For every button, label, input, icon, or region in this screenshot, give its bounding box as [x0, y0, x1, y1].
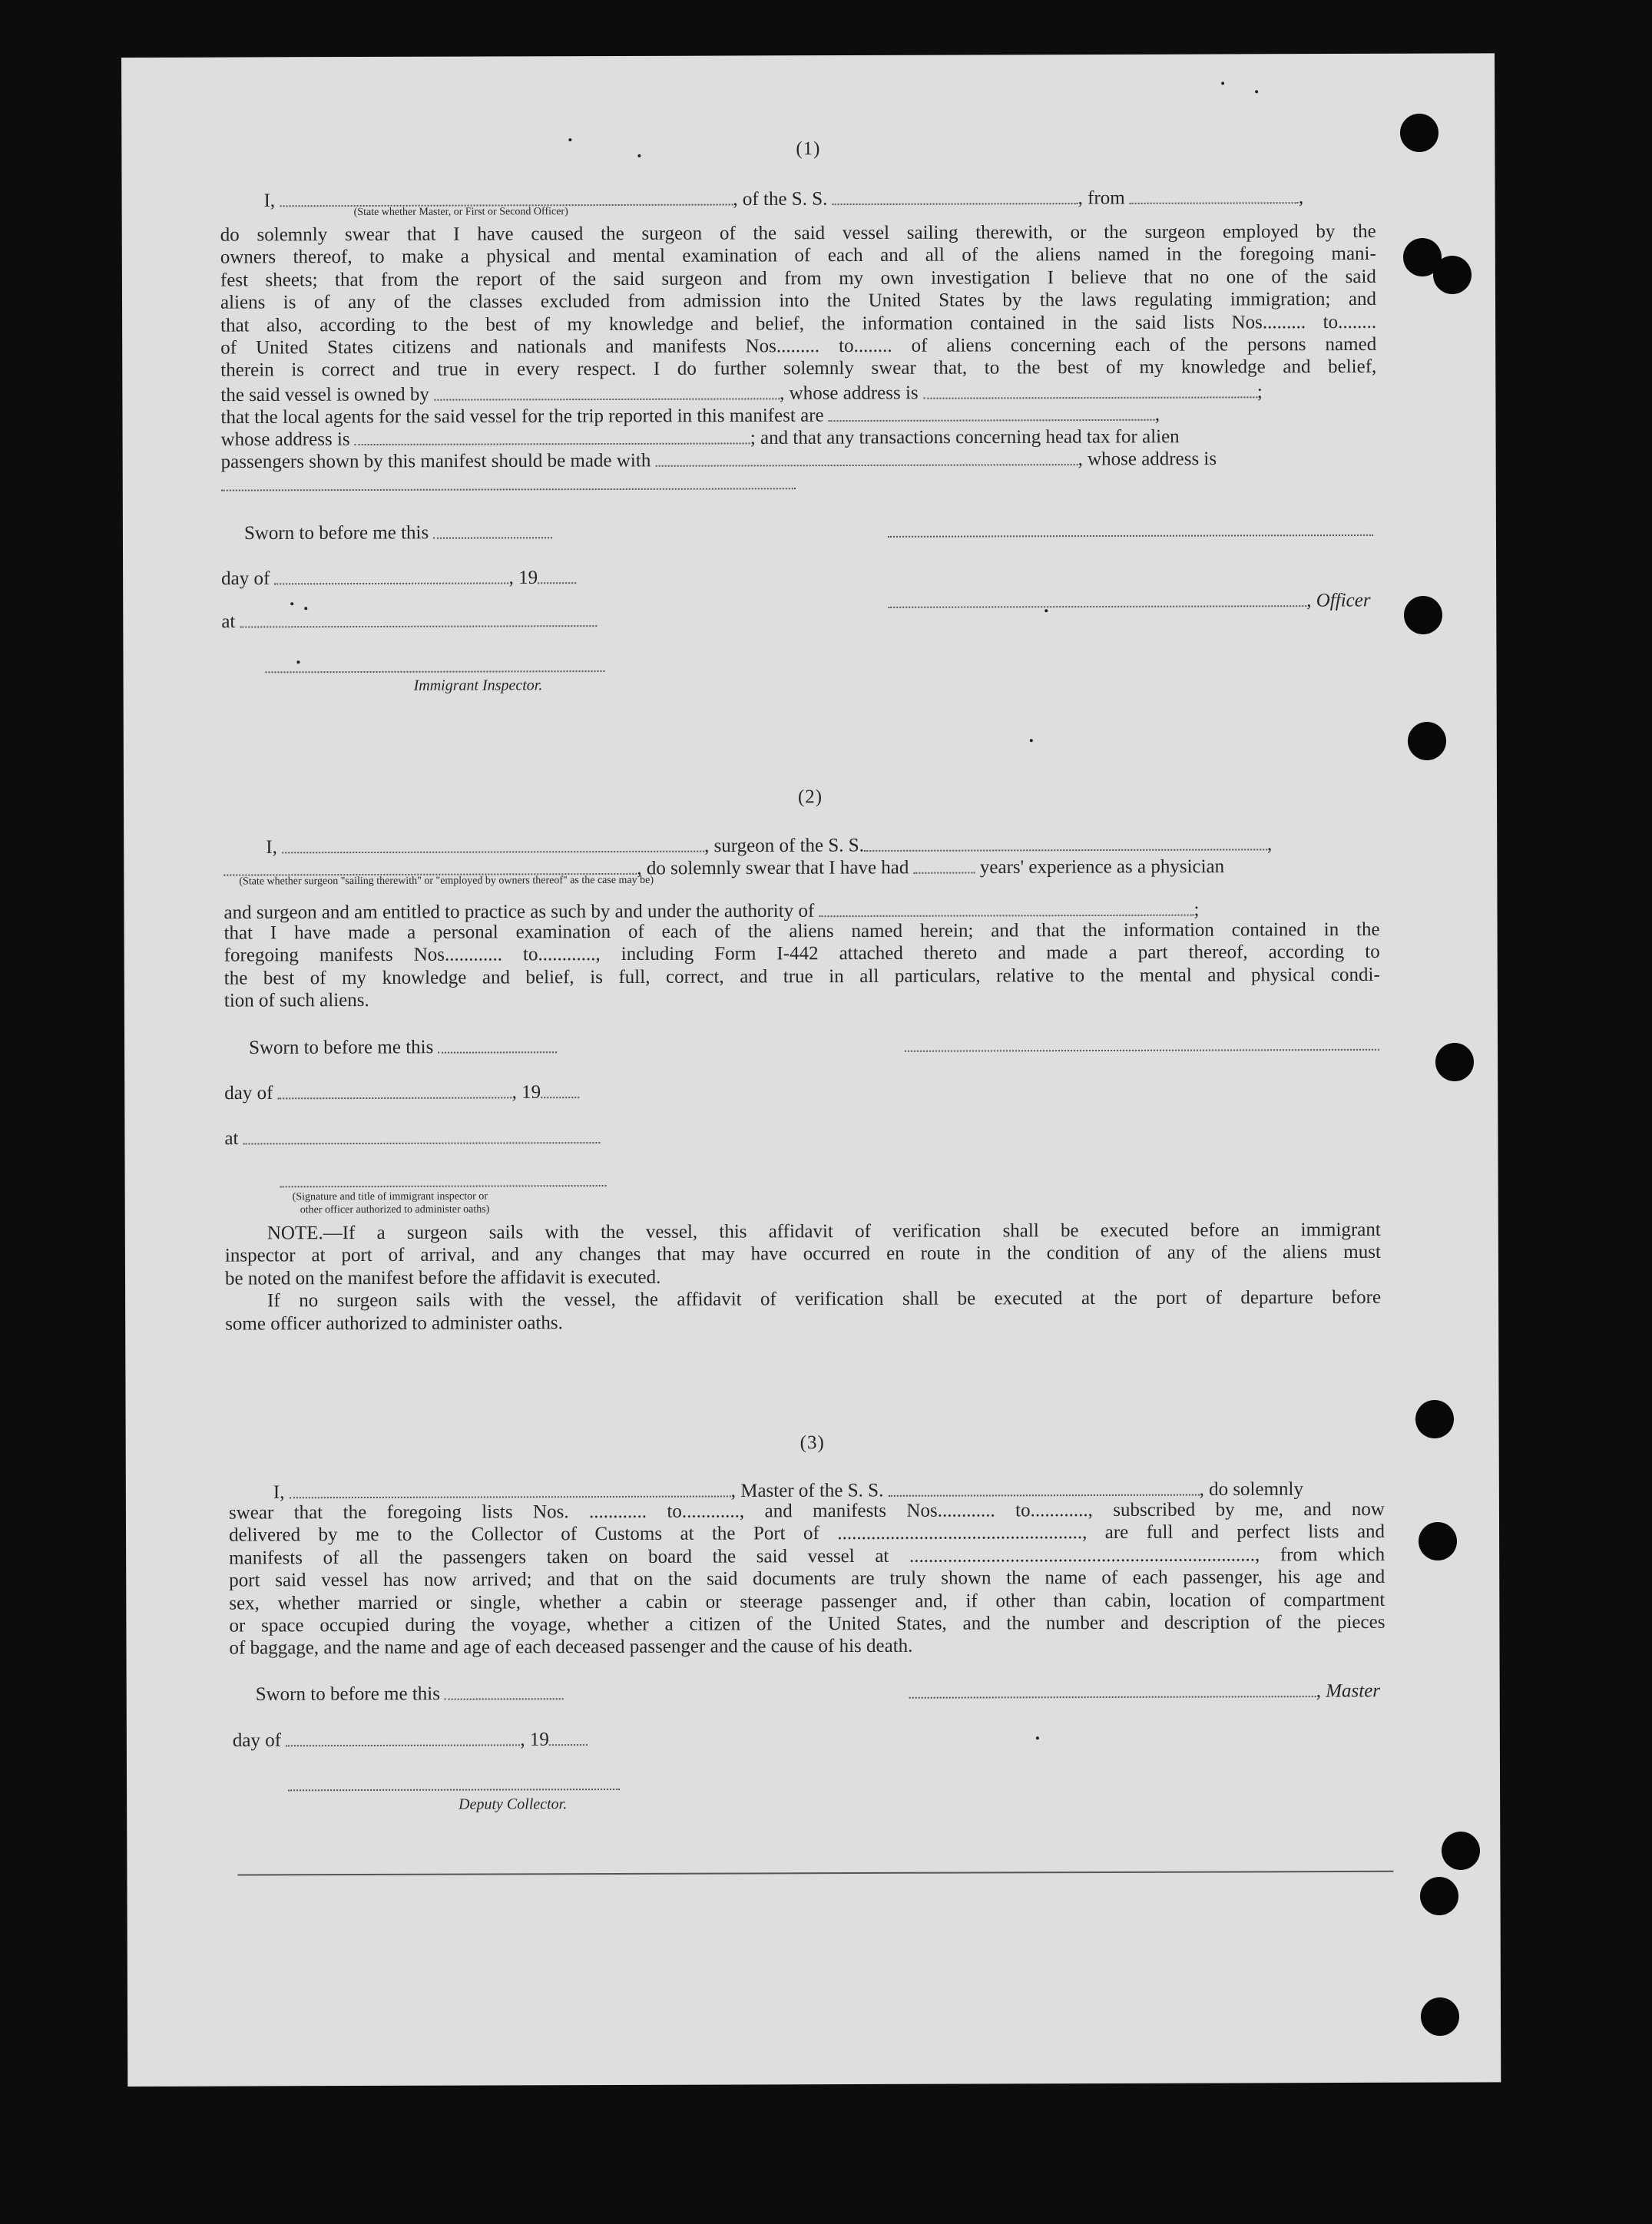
s1-owner-blank[interactable] [434, 380, 780, 400]
s1-officer-caption: (State whether Master, or First or Second Officer) [353, 206, 568, 219]
dust-speck [296, 660, 300, 664]
s1-address-label: , whose address is [780, 382, 919, 404]
s1-agents-label: that the local agents for the said vessel for the trip reported in this manifest are [220, 405, 824, 429]
punch-hole [1433, 256, 1472, 294]
s1-agents-line: that the local agents for the said vessel for the trip reported in this manifest are , [220, 402, 1160, 429]
s2-authority-label: and surgeon and am entitled to practice as such by and under the authority of [223, 900, 815, 924]
s3-year-blank[interactable] [549, 1726, 588, 1746]
s1-whose-address-label: whose address is [220, 429, 350, 451]
s3-day-line [233, 1726, 588, 1752]
section-3-number: (3) [800, 1432, 825, 1454]
s1-row: owners thereof, to make a physical and mental examination of each and all of the aliens named in the foregoing mani- [220, 243, 1376, 269]
s1-oath-paragraph [220, 220, 1377, 382]
s3-row: or space occupied during the voyage, whether a citizen of the United States, and the number and description of the pieces [229, 1611, 1385, 1637]
s1-day-line [221, 564, 576, 590]
s2-at-line [224, 1124, 600, 1150]
punch-hole [1404, 596, 1442, 634]
s1-day-blank[interactable] [275, 564, 509, 584]
s2-signature-blank[interactable] [905, 1049, 1379, 1052]
s3-row: sex, whether married or single, whether a cabin or steerage passenger and, if other than cabin, location of compartment [229, 1589, 1385, 1614]
s1-at-blank[interactable] [240, 607, 598, 627]
dust-speck [637, 154, 641, 157]
s2-inspector-signature-blank[interactable] [280, 1185, 607, 1187]
s1-row: fest sheets; that from the report of the said surgeon and from my own investigation I believe that no one of the said [220, 266, 1376, 291]
s3-row: swear that the foregoing lists Nos. ............ to............, and manifests Nos............ to............, subscribed by me, and now [228, 1498, 1385, 1524]
s2-authority-line: and surgeon and am entitled to practice as such by and under the authority of ; [223, 897, 1199, 924]
s2-caption: (State whether surgeon "sailing therewith" or "employed by owners thereof" as the case may be) [239, 874, 654, 888]
s1-address-continuation-blank[interactable] [221, 488, 796, 491]
s1-sworn-blank[interactable] [433, 519, 552, 538]
s2-row: that I have made a personal examination of each of the aliens named herein; and that the information contained in the [223, 918, 1380, 944]
s2-day-label: day of [224, 1082, 273, 1104]
s1-officer-line [888, 587, 1370, 613]
s1-from-blank[interactable] [1130, 184, 1299, 204]
s2-surgeon-of-label: , surgeon of the S. S. [704, 835, 864, 857]
s3-sworn-blank[interactable] [445, 1680, 564, 1699]
s1-inspector-label: Immigrant Inspector. [413, 677, 543, 694]
s1-line-i: I, , of the S. S. , from , [264, 184, 1304, 212]
s2-at-label: at [224, 1128, 239, 1150]
s1-at-label: at [221, 611, 236, 633]
s2-years-blank[interactable] [914, 855, 975, 874]
dust-speck [1030, 739, 1033, 742]
s1-of-ss-label: , of the S. S. [733, 188, 828, 210]
s3-day-blank[interactable] [286, 1726, 520, 1746]
dust-speck [568, 138, 571, 141]
s3-row: manifests of all the passengers taken on board the said vessel at ........................................................................, from which [229, 1544, 1385, 1569]
s1-officer-blank[interactable] [280, 186, 733, 206]
dust-speck [1045, 609, 1048, 612]
s2-row: foregoing manifests Nos............ to............, including Form I-442 attached thereto and made a part thereof, according to [223, 942, 1380, 966]
s3-row: port said vessel has now arrived; and that on the said documents are truly shown the name of each passenger, his age and [229, 1567, 1385, 1591]
s2-i-label: I, [266, 836, 277, 858]
s3-master-of-label: , Master of the S. S. [730, 1480, 884, 1502]
s1-head-tax-label: ; and that any transactions concerning head tax for alien [750, 426, 1180, 448]
dust-speck [1221, 81, 1224, 84]
s2-note-row: inspector at port of arrival, and any changes that may have occurred en route in the condition of any of the aliens must [224, 1242, 1381, 1266]
s1-at-line [221, 607, 597, 633]
s2-note-paragraph [225, 1219, 1381, 1335]
punch-hole [1442, 1832, 1480, 1870]
s2-authority-blank[interactable] [819, 897, 1193, 917]
punch-hole [1408, 722, 1446, 760]
s3-i-label: I, [273, 1481, 285, 1503]
s1-headtax-party-blank[interactable] [656, 446, 1078, 466]
s1-passengers-line [221, 446, 1217, 474]
s1-from-label: , from [1078, 187, 1125, 209]
punch-hole [1420, 1877, 1458, 1915]
s2-sig-caption-1: (Signature and title of immigrant inspector or [292, 1190, 488, 1203]
s1-row: do solemnly swear that I have caused the surgeon of the said vessel sailing therewith, or the surgeon employed by the [220, 220, 1376, 246]
s1-whose-address-end-label: , whose address is [1078, 448, 1217, 470]
s2-at-blank[interactable] [243, 1124, 601, 1144]
s2-sig-caption-2: other officer authorized to administer oaths) [300, 1203, 490, 1216]
s3-master-label: , Master [1316, 1680, 1381, 1702]
bottom-rule [237, 1871, 1393, 1876]
s2-sailing-blank[interactable] [223, 856, 637, 875]
s3-master-line [909, 1678, 1380, 1703]
s3-sworn-line [256, 1680, 564, 1706]
s2-year-blank[interactable] [541, 1079, 579, 1098]
punch-hole [1400, 114, 1438, 152]
s1-officer-label: , Officer [1306, 590, 1371, 611]
s3-row: delivered by me to the Collector of Customs at the Port of ..................................................., are full and perfect lists and [229, 1521, 1385, 1546]
dust-speck [1255, 90, 1258, 93]
punch-hole [1415, 1400, 1454, 1438]
s3-do-solemnly-label: , do solemnly [1199, 1478, 1304, 1501]
punch-hole [1421, 1997, 1459, 2036]
dust-speck [1036, 1736, 1039, 1739]
section-2-number: (2) [797, 786, 823, 808]
s1-year-blank[interactable] [538, 564, 576, 584]
s2-note-row: be noted on the manifest before the affidavit is executed. [224, 1266, 661, 1289]
s1-row: that also, according to the best of my knowledge and belief, the information contained in the said lists Nos......... to........ [220, 311, 1377, 336]
s2-ship-blank[interactable] [864, 831, 1267, 851]
s1-ship-blank[interactable] [833, 185, 1078, 205]
s2-sworn-blank[interactable] [438, 1034, 557, 1053]
s1-sworn-label: Sworn to before me this [243, 522, 429, 544]
s3-sworn-label: Sworn to before me this [255, 1683, 440, 1705]
manifest-affidavit-page [121, 53, 1501, 2087]
s2-day-line [224, 1079, 579, 1104]
s2-swear-label: , do solemnly swear that I have had [637, 857, 909, 879]
s1-agents-address-blank[interactable] [355, 425, 750, 445]
dust-speck [304, 607, 307, 610]
section-1-number: (1) [796, 138, 821, 160]
s3-deputy-signature-blank[interactable] [288, 1789, 620, 1791]
s2-years-label: years' experience as a physician [979, 856, 1225, 878]
s1-day-label: day of [221, 568, 270, 590]
dust-speck [290, 602, 293, 605]
s1-row: aliens is of any of the classes excluded from admission into the United States by the laws regulating immigration; and [220, 289, 1377, 313]
punch-hole [1419, 1522, 1457, 1560]
s1-sworn-line [244, 519, 553, 544]
s1-owned-line: the said vessel is owned by , whose address is ; [220, 379, 1376, 406]
s2-note2-row: If no surgeon sails with the vessel, the affidavit of verification shall be executed at the port of departure before [267, 1287, 1382, 1312]
s1-owner-address-blank[interactable] [923, 379, 1257, 399]
s1-row: of United States citizens and nationals and manifests Nos......... to........ of aliens concerning each of the persons named [220, 333, 1377, 359]
s1-i-label: I, [263, 190, 276, 211]
s2-surgeon-name-blank[interactable] [282, 833, 704, 853]
s2-oath-paragraph [224, 918, 1380, 1012]
s3-master-signature-blank[interactable] [909, 1678, 1316, 1698]
s2-sworn-line [249, 1034, 558, 1059]
s3-year-label: , 19 [520, 1729, 549, 1750]
s2-note2-row: some officer authorized to administer oaths. [225, 1312, 563, 1335]
s1-officer-signature-blank[interactable] [888, 587, 1306, 607]
s1-row: therein is correct and true in every respect. I do further solemnly swear that, to the best of my knowledge and belief, [220, 356, 1377, 382]
s3-row: of baggage, and the name and age of each deceased passenger and the cause of his death. [229, 1636, 913, 1660]
s3-ship-blank[interactable] [889, 1477, 1200, 1497]
s2-sworn-label: Sworn to before me this [249, 1037, 434, 1058]
s2-row: tion of such aliens. [223, 990, 369, 1011]
s1-owned-label: the said vessel is owned by [220, 384, 429, 406]
punch-hole [1435, 1043, 1474, 1081]
s3-master-name-blank[interactable] [290, 1478, 731, 1498]
s3-oath-paragraph [229, 1498, 1385, 1660]
s1-agents-blank[interactable] [829, 402, 1155, 422]
s1-signature-blank[interactable] [888, 534, 1373, 538]
s2-day-blank[interactable] [278, 1079, 512, 1098]
s2-row: the best of my knowledge and belief, is full, correct, and true in all particulars, relative to the mental and physical condi- [223, 964, 1380, 989]
s2-year-label: , 19 [511, 1081, 541, 1103]
s2-note-row: NOTE.—If a surgeon sails with the vessel, this affidavit of verification shall be executed before an immigrant [267, 1219, 1381, 1244]
s1-year-label: , 19 [508, 567, 538, 588]
s1-inspector-signature-blank[interactable] [266, 670, 605, 673]
s3-day-label: day of [232, 1729, 282, 1752]
s1-passengers-label: passengers shown by this manifest should be made with [220, 450, 651, 473]
s2-line-i: I, , surgeon of the S. S. , [266, 831, 1272, 859]
s3-deputy-label: Deputy Collector. [459, 1795, 568, 1813]
